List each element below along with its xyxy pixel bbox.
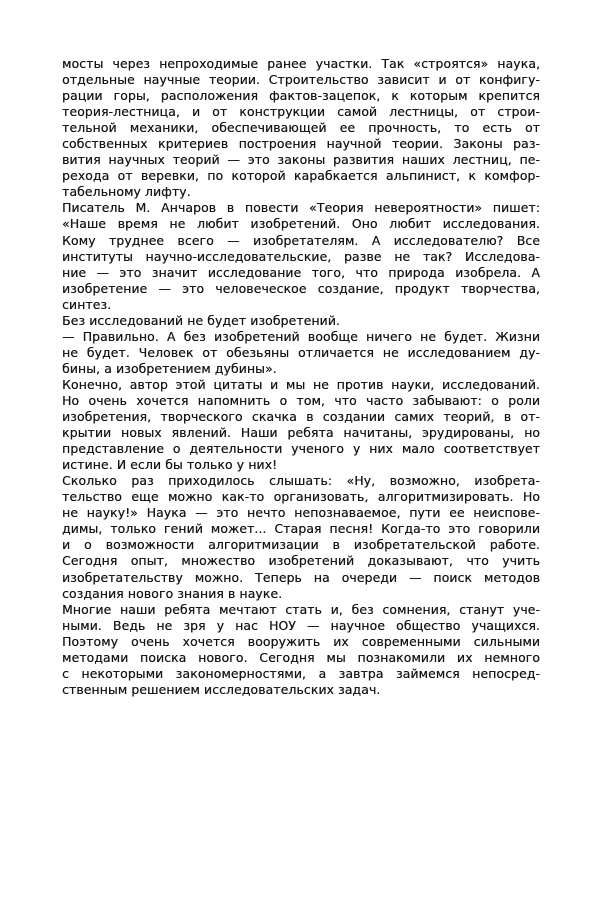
text-line: — Правильно. А без изобретений вообще ничего не будет. Жизни — [62, 328, 540, 344]
text-line: тельство еще можно как-то организовать, алгоритмизировать. Но — [62, 489, 540, 505]
text-line: и о возможности алгоритмизации в изобретательской работе. — [62, 537, 540, 553]
text-line: изобретения, творческого скачка в создании самих теорий, в от- — [62, 409, 540, 425]
text-line: Кому труднее всего — изобретателям. А исследователю? Все — [62, 232, 540, 248]
text-line: Сколько раз приходилось слышать: «Ну, возможно, изобрета- — [62, 473, 540, 489]
text-line: создания нового знания в науке. — [62, 585, 283, 601]
text-line: истине. И если бы только у них! — [62, 457, 278, 473]
text-line: не будет. Человек от обезьяны отличается не исследованием ду- — [62, 344, 540, 360]
text-line: Без исследований не будет изобретений. — [62, 312, 340, 328]
text-line: ние — это значит исследование того, что природа изобрела. А — [62, 264, 540, 280]
paragraph — [62, 329, 540, 377]
text-line: тельной механики, обеспечивающей ее прочность, то есть от — [62, 120, 540, 136]
text-line: мосты через непроходимые ранее участки. Так «строятся» наука, — [62, 56, 540, 71]
text-line: изобретение — это человеческое создание, продукт творчества, — [62, 280, 540, 296]
text-line: Писатель М. Анчаров в повести «Теория невероятности» пишет: — [62, 200, 540, 216]
text-line: представление о деятельности ученого у них мало соответствует — [62, 441, 540, 457]
text-line: методами поиска нового. Сегодня мы познакомили их немного — [62, 649, 540, 665]
text-line: изобретательству можно. Теперь на очереди — поиск методов — [62, 569, 540, 585]
text-line: Многие наши ребята мечтают стать и, без сомнения, станут уче- — [62, 601, 540, 617]
text-line: Поэтому очень хочется вооружить их современными сильными — [62, 633, 540, 649]
text-line: ственным решением исследовательских задач. — [62, 681, 381, 697]
text-line: рации горы, расположения фактов-зацепок, к которым крепится — [62, 88, 540, 104]
text-line: рехода от веревки, по которой карабкается альпинист, к комфор- — [62, 168, 540, 184]
paragraph — [62, 473, 540, 601]
text-line: не науку!» Наука — это нечто непознаваемое, пути ее неиспове- — [62, 505, 540, 521]
text-block — [62, 56, 540, 698]
text-line: теория-лестница, и от конструкции самой лестницы, от строи- — [62, 104, 540, 120]
paragraph — [62, 377, 540, 473]
text-line: ными. Ведь не зря у нас НОУ — научное общество учащихся. — [62, 617, 540, 633]
text-line: бины, а изобретением дубины». — [62, 360, 277, 376]
text-line: отдельные научные теории. Строительство зависит и от конфигу- — [62, 72, 540, 88]
text-line: «Наше время не любит изобретений. Оно любит исследования. — [62, 216, 540, 232]
paragraph — [62, 313, 540, 329]
text-line: собственных критериев построения научной теории. Законы раз- — [62, 136, 540, 152]
text-line: институты научно-исследовательские, разве не так? Исследова- — [62, 248, 540, 264]
text-line: синтез. — [62, 296, 112, 312]
text-line: с некоторыми закономерностями, а завтра займемся непосред- — [62, 665, 540, 681]
text-line: Конечно, автор этой цитаты и мы не против науки, исследований. — [62, 376, 540, 392]
text-line: Но очень хочется напомнить о том, что часто забывают: о роли — [62, 392, 540, 408]
paragraph — [62, 56, 540, 200]
text-line: вития научных теорий — это законы развития наших лестниц, пе- — [62, 152, 540, 168]
text-line: Сегодня опыт, множество изобретений доказывают, что учить — [62, 553, 540, 569]
text-line: крытии новых явлений. Наши ребята начитаны, эрудированы, но — [62, 425, 540, 441]
paragraph — [62, 602, 540, 698]
text-line: табельному лифту. — [62, 184, 191, 200]
paragraph — [62, 200, 540, 312]
text-line: димы, только гений может... Старая песня! Когда-то это говорили — [62, 521, 540, 537]
